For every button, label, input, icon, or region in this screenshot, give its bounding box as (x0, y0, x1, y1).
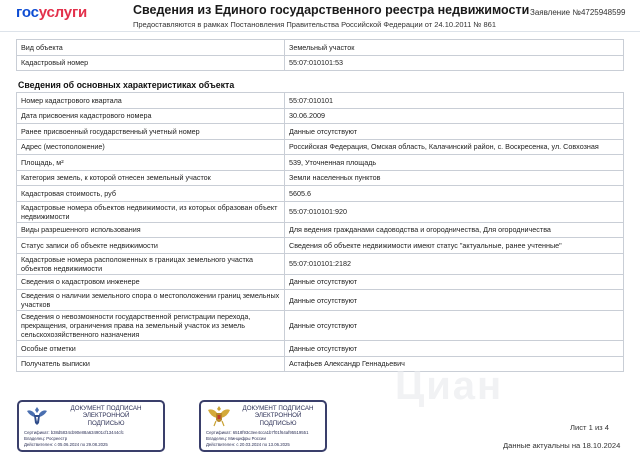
field-label: Номер кадастрового квартала (17, 93, 285, 109)
table-row (17, 311, 624, 341)
document-subtitle: Предоставляются в рамках Постановления Правительства Российской Федерации от 24.10.2011 № 861 (133, 20, 497, 29)
field-label: Кадастровые номера расположенных в границах земельного участка объектов недвижимости (17, 253, 285, 274)
table-row (17, 139, 624, 155)
field-label: Кадастровая стоимость, руб (17, 186, 285, 202)
stamp-certificate: Сертификат: b38d5834cb90e88a634901cf13444cfc (24, 430, 124, 435)
field-value: Данные отсутствуют (285, 124, 624, 140)
field-label: Кадастровый номер (17, 55, 285, 71)
field-value: Для ведения гражданами садоводства и огородничества, Для огородничества (285, 222, 624, 238)
table-row (17, 356, 624, 372)
field-label: Статус записи об объекте недвижимости (17, 238, 285, 254)
signature-stamp-mintsifry (199, 400, 327, 452)
stamp-heading-line: ДОКУМЕНТ ПОДПИСАН (242, 405, 314, 412)
field-value: Данные отсутствуют (285, 311, 624, 341)
table-row (17, 108, 624, 124)
field-value: Российская Федерация, Омская область, Калачинский район, с. Воскресенка, ул. Совхозная (285, 139, 624, 155)
logo-part-uslugi: услуги (38, 4, 88, 21)
rosreestr-emblem-icon (25, 405, 49, 427)
object-table (16, 39, 624, 71)
field-label: Сведения о кадастровом инженере (17, 274, 285, 290)
stamp-certificate: Сертификат: 6518f93c3ee4cca1b7f01f64af95519551 (206, 430, 309, 435)
table-row (17, 40, 624, 56)
stamp-heading (53, 405, 159, 427)
table-row (17, 170, 624, 186)
stamp-heading-line: ЭЛЕКТРОННОЙ (82, 412, 130, 420)
field-value: 5605.6 (285, 186, 624, 202)
field-label: Вид объекта (17, 40, 285, 56)
field-label: Сведения о наличии земельного спора о местоположении границ земельных участков (17, 290, 285, 311)
table-row (17, 155, 624, 171)
field-value: 55:07:010101:920 (285, 201, 624, 222)
characteristics-table (16, 92, 624, 372)
field-label: Ранее присвоенный государственный учетный номер (17, 124, 285, 140)
field-value: 30.06.2009 (285, 108, 624, 124)
table-row (17, 55, 624, 71)
field-value: Данные отсутствуют (285, 274, 624, 290)
watermark: Циан (395, 364, 504, 408)
field-label: Особые отметки (17, 341, 285, 357)
document-header (0, 0, 640, 32)
stamp-heading-line: ДОКУМЕНТ ПОДПИСАН (70, 405, 142, 412)
table-row (17, 186, 624, 202)
field-label: Виды разрешенного использования (17, 222, 285, 238)
field-label: Площадь, м² (17, 155, 285, 171)
field-value: Данные отсутствуют (285, 341, 624, 357)
field-value: Земельный участок (285, 40, 624, 56)
table-row (17, 201, 624, 222)
field-label: Дата присвоения кадастрового номера (17, 108, 285, 124)
stamp-info (24, 430, 160, 447)
field-value: 55:07:010101:2182 (285, 253, 624, 274)
stamp-heading (235, 405, 321, 427)
field-value: Данные отсутствуют (285, 290, 624, 311)
field-value: 55:07:010101 (285, 93, 624, 109)
table-row (17, 274, 624, 290)
field-value: 55:07:010101:53 (285, 55, 624, 71)
field-label: Адрес (местоположение) (17, 139, 285, 155)
table-row (17, 238, 624, 254)
section-title-characteristics: Сведения об основных характеристиках объекта (18, 80, 235, 90)
table-row (17, 222, 624, 238)
field-value: Земли населенных пунктов (285, 170, 624, 186)
field-label: Получатель выписки (17, 356, 285, 372)
field-value: 539, Уточненная площадь (285, 155, 624, 171)
stamp-validity: Действителен: с 20.03.2024 по 13.06.2025 (206, 441, 290, 447)
page-counter: Лист 1 из 4 (570, 423, 609, 432)
field-label: Сведения о невозможности государственной регистрации перехода, прекращения, ограничения права на земельный участок из земель сельскохозяйственного назначения (17, 311, 285, 341)
application-number: Заявление №4725948599 (530, 8, 626, 17)
table-row (17, 93, 624, 109)
stamp-info (206, 430, 322, 447)
stamp-heading-line: ЭЛЕКТРОННОЙ (254, 412, 302, 420)
table-row (17, 253, 624, 274)
stamp-heading-line: ПОДПИСЬЮ (259, 419, 297, 427)
stamp-owner: Владелец: Минцифры России (206, 435, 266, 441)
table-row (17, 124, 624, 140)
stamp-validity: Действителен: с 05.06.2024 по 29.08.2025 (24, 441, 108, 447)
document-title: Сведения из Единого государственного реестра недвижимости (133, 3, 530, 17)
field-value: Астафьев Александр Геннадьевич (285, 356, 624, 372)
gosuslugi-logo[interactable] (16, 4, 87, 21)
field-label: Категория земель, к которой отнесен земельный участок (17, 170, 285, 186)
table-row (17, 341, 624, 357)
data-actual-date: Данные актуальны на 18.10.2024 (503, 441, 621, 450)
field-value: Сведения об объекте недвижимости имеют статус "актуальные, ранее учтенные" (285, 238, 624, 254)
signature-stamp-rosreestr (17, 400, 165, 452)
stamp-owner: Владелец: Росреестр (24, 435, 68, 441)
table-row (17, 290, 624, 311)
field-label: Кадастровые номера объектов недвижимости, из которых образован объект недвижимости (17, 201, 285, 222)
stamp-heading-line: ПОДПИСЬЮ (87, 419, 125, 427)
logo-part-gos: гос (16, 4, 39, 21)
russia-coat-of-arms-icon (207, 405, 231, 427)
